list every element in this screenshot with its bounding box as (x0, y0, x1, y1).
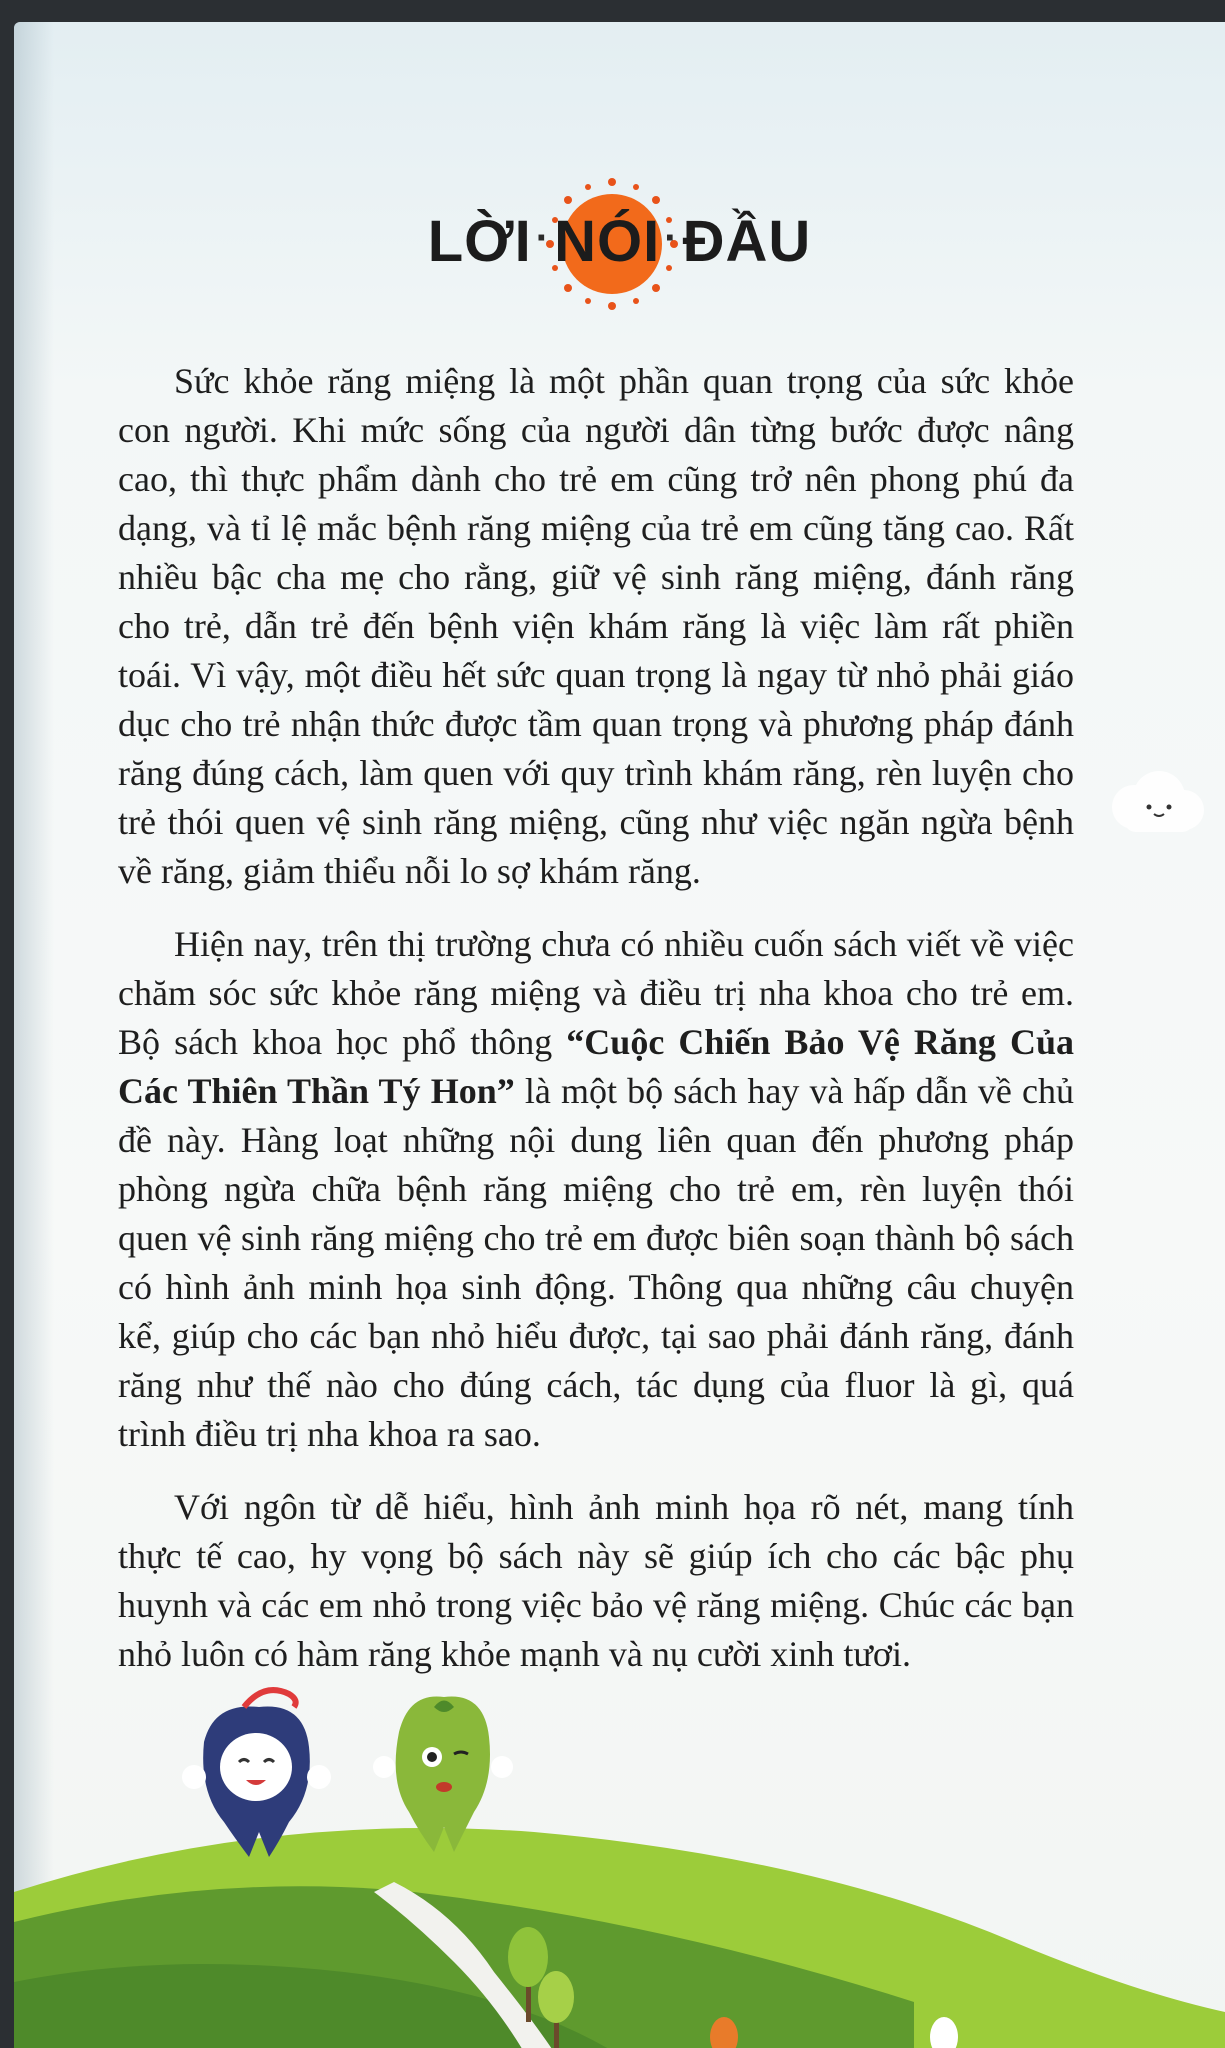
title-word-3: ĐẦU (682, 209, 812, 274)
book-page (14, 22, 1225, 2048)
paragraph-3: Với ngôn từ dễ hiểu, hình ảnh minh họa rõ nét, mang tính thực tế cao, hy vọng bộ sách này sẽ giúp ích cho các bậc phụ huynh và các em nhỏ trong việc bảo vệ răng miệng. Chúc các bạn nhỏ luôn có hàm răng khỏe mạnh và nụ cười xinh tươi. (118, 1487, 1074, 1674)
paragraph-1: Sức khỏe răng miệng là một phần quan trọng của sức khỏe con người. Khi mức sống của người dân từng bước được nâng cao, thì thực phẩm dành cho trẻ em cũng trở nên phong phú đa dạng, và tỉ lệ mắc bệnh răng miệng của trẻ em cũng tăng cao. Rất nhiều bậc cha mẹ cho rằng, giữ vệ sinh răng miệng, đánh răng cho trẻ, dẫn trẻ đến bệnh viện khám răng là việc làm rất phiền toái. Vì vậy, một điều hết sức quan trọng là ngay từ nhỏ phải giáo dục cho trẻ nhận thức được tầm quan trọng và phương pháp đánh răng đúng cách, làm quen với quy trình khám răng, rèn luyện cho trẻ thói quen vệ sinh răng miệng, cũng như việc ngăn ngừa bệnh về răng, giảm thiểu nỗi lo sợ khám răng. (118, 361, 1074, 891)
title-word-1: LỜI (427, 209, 532, 274)
preface-body (118, 357, 1074, 1703)
blue-tooth-character (182, 1690, 331, 1857)
paragraph-2-start: Hiện nay, trên thị trường chưa có nhiều cuốn sách viết về việc chăm sóc sức khỏe răng miệng và điều trị nha khoa cho trẻ em. Bộ sách khoa học phổ thông (118, 924, 1074, 1062)
paragraph-2 (118, 920, 1074, 1459)
paragraph-2-end: là một bộ sách hay và hấp dẫn về chủ đề này. Hàng loạt những nội dung liên quan đến phương pháp phòng ngừa chữa bệnh răng miệng cho trẻ em, rèn luyện thói quen vệ sinh răng miệng cho trẻ em được biên soạn thành bộ sách có hình ảnh minh họa sinh động. Thông qua những câu chuyện kể, giúp cho các bạn nhỏ hiểu được, tại sao phải đánh răng, đánh răng như thế nào cho đúng cách, tác dụng của fluor là gì, quá trình điều trị nha khoa ra sao. (118, 1071, 1074, 1454)
title-separator: · (535, 216, 551, 260)
book-series-title: “Cuộc Chiến Bảo Vệ Răng Của Các Thiên Thần Tý Hon” (118, 1022, 1074, 1111)
hills-scenery (14, 1682, 1225, 2048)
cloud-character (1094, 762, 1214, 842)
title-separator: · (664, 216, 679, 260)
title-word-2: NÓI (554, 209, 661, 274)
title-block (14, 172, 1225, 322)
page-title (14, 208, 1225, 275)
